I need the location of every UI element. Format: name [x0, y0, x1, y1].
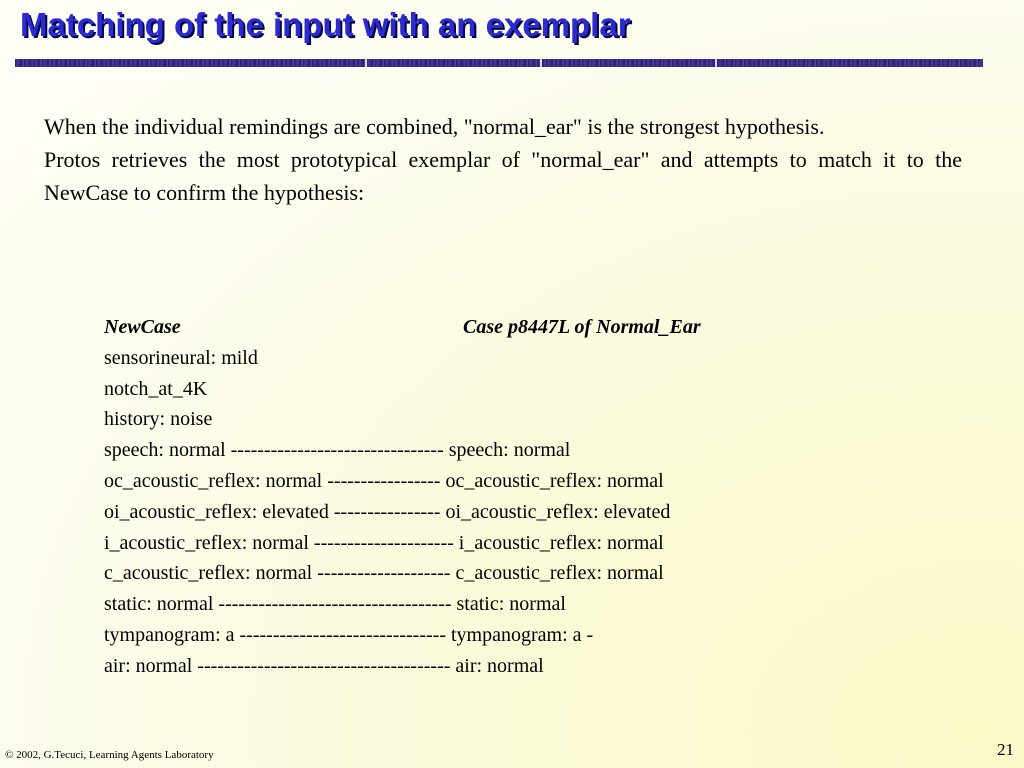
title-underline [15, 59, 983, 67]
intro-paragraph-1: When the individual remindings are combined, "normal_ear" is the strongest hypothesis. [44, 114, 825, 139]
feature-line: oc_acoustic_reflex: normal ----------------- oc_acoustic_reflex: normal [104, 469, 664, 492]
intro-text [44, 110, 962, 209]
underline-tick [540, 59, 542, 67]
slide-title: Matching of the input with an exemplar [20, 6, 631, 43]
feature-line: c_acoustic_reflex: normal -------------------- c_acoustic_reflex: normal [104, 562, 664, 585]
underline-tick [715, 59, 717, 67]
feature-line: i_acoustic_reflex: normal --------------------- i_acoustic_reflex: normal [104, 531, 664, 554]
matching-table [104, 312, 904, 682]
feature-line: sensorineural: mild [104, 346, 258, 369]
feature-line: notch_at_4K [104, 377, 208, 400]
feature-line: history: noise [104, 408, 213, 431]
exemplar-header: Case p8447L of Normal_Ear [463, 316, 701, 338]
feature-line: oi_acoustic_reflex: elevated ---------------- oi_acoustic_reflex: elevated [104, 500, 671, 523]
feature-line: speech: normal -------------------------------- speech: normal [104, 439, 571, 462]
copyright-footer: © 2002, G.Tecuci, Learning Agents Laboratory [5, 749, 214, 761]
page-number: 21 [997, 740, 1014, 759]
newcase-header: NewCase [104, 316, 181, 338]
feature-line: air: normal -------------------------------------- air: normal [104, 654, 544, 677]
feature-line: tympanogram: a ------------------------------- tympanogram: a - [104, 623, 594, 646]
matching-header [104, 312, 904, 343]
intro-paragraph-2: Protos retrieves the most prototypical exemplar of "normal_ear" and attempts to match it to the NewCase to confirm the hypothesis: [44, 147, 962, 205]
underline-tick [365, 59, 367, 67]
feature-line: static: normal ----------------------------------- static: normal [104, 593, 566, 616]
